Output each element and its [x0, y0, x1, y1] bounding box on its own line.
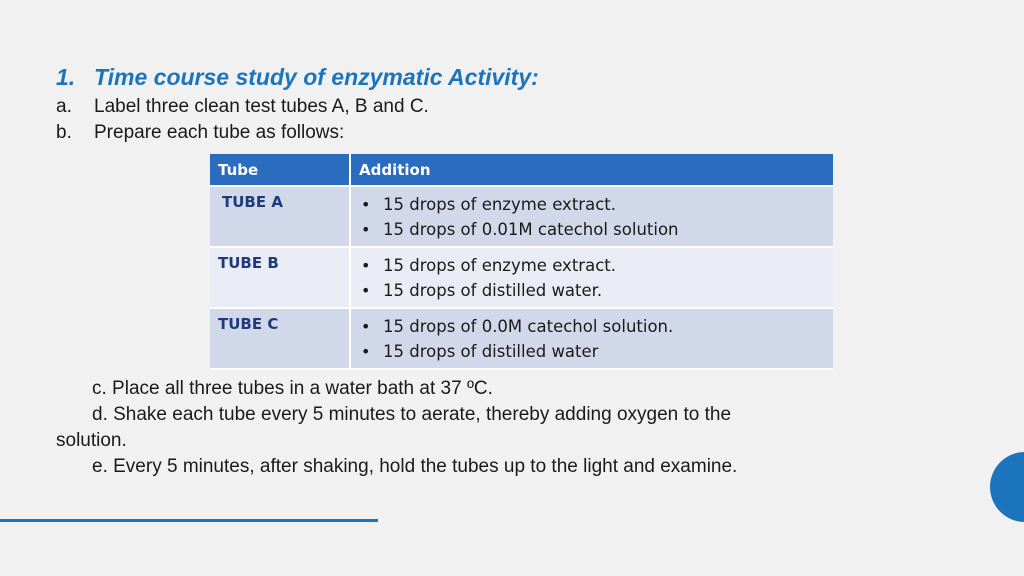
additions-cell	[350, 308, 833, 369]
list-item: • 15 drops of distilled water	[359, 339, 825, 364]
table-row	[210, 247, 833, 308]
tube-preparation-table	[210, 154, 833, 370]
section-heading	[56, 64, 539, 91]
additions-list	[359, 192, 825, 242]
tube-label: TUBE C	[210, 308, 350, 369]
step-a-label: a.	[56, 96, 72, 117]
additions-cell	[350, 186, 833, 247]
step-e	[56, 454, 796, 480]
additions-cell	[350, 247, 833, 308]
header-addition: Addition	[350, 154, 833, 186]
step-c	[56, 376, 796, 402]
step-b-label: b.	[56, 122, 72, 143]
additions-list	[359, 314, 825, 364]
additions-list	[359, 253, 825, 303]
accent-rule	[0, 519, 378, 522]
decorative-circle	[990, 452, 1024, 522]
step-b	[56, 122, 344, 144]
step-a	[56, 96, 429, 118]
table-row	[210, 308, 833, 369]
table-row	[210, 186, 833, 247]
header-tube: Tube	[210, 154, 350, 186]
tube-label: TUBE B	[210, 247, 350, 308]
list-item: • 15 drops of enzyme extract.	[359, 253, 825, 278]
step-a-text: Label three clean test tubes A, B and C.	[94, 96, 429, 117]
list-item: • 15 drops of 0.0M catechol solution.	[359, 314, 825, 339]
tube-label: TUBE A	[210, 186, 350, 247]
heading-text: Time course study of enzymatic Activity:	[94, 64, 539, 90]
table-header-row	[210, 154, 833, 186]
step-e-text: e. Every 5 minutes, after shaking, hold the tubes up to the light and examine.	[92, 456, 738, 477]
step-d	[56, 402, 796, 454]
step-d-text: d. Shake each tube every 5 minutes to aerate, thereby adding oxygen to the solution.	[56, 404, 732, 451]
step-b-text: Prepare each tube as follows:	[94, 122, 345, 143]
step-c-text: c. Place all three tubes in a water bath at 37 ºC.	[92, 378, 493, 399]
list-item: • 15 drops of enzyme extract.	[359, 192, 825, 217]
heading-number: 1.	[56, 64, 76, 90]
list-item: • 15 drops of 0.01M catechol solution	[359, 217, 825, 242]
list-item: • 15 drops of distilled water.	[359, 278, 825, 303]
